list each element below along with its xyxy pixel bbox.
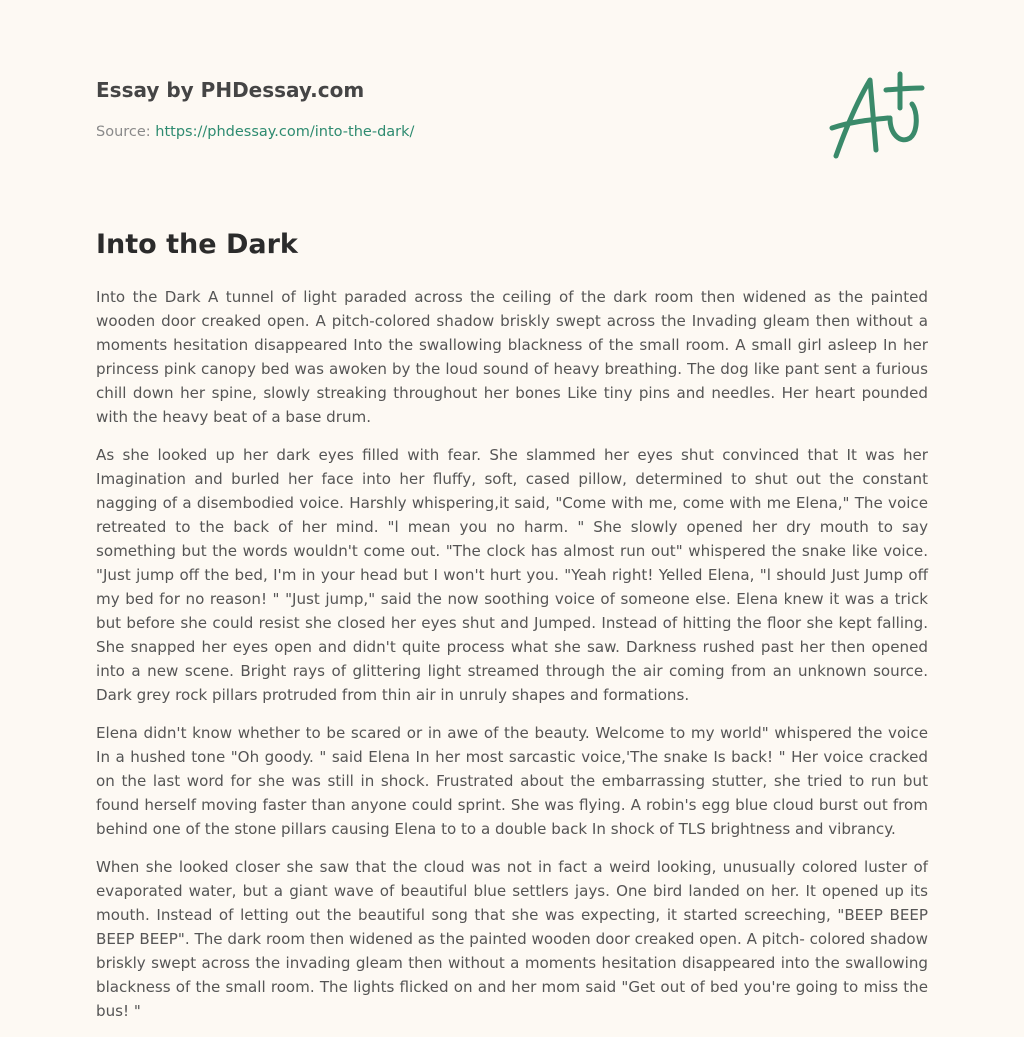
essay-paragraph: Elena didn't know whether to be scared or in awe of the beauty. Welcome to my world" whispered the voice In a hushed tone "Oh goody. " said Elena In her most sarcastic voice,'The snake Is back! " Her voice cracked on the last word for she was still in shock. Frustrated about the embarrassing stutter, she tried to run but found herself moving faster than anyone could sprint. She was flying. A robin's egg blue cloud burst out from behind one of the stone pillars causing Elena to to a double back In shock of TLS brightness and vibrancy. (96, 724, 928, 838)
a-plus-logo-icon (818, 68, 928, 168)
source-label: Source: (96, 124, 156, 140)
essay-body (96, 285, 928, 1037)
source-link[interactable]: https://phdessay.com/into-the-dark/ (155, 124, 415, 140)
essay-paragraph: When she looked closer she saw that the cloud was not in fact a weird looking, unusually colored luster of evaporated water, but a giant wave of beautiful blue settlers jays. One bird landed on her. It opened up its mouth. Instead of letting out the beautiful song that she was expecting, it started screeching, "BEEP BEEP BEEP BEEP". The dark room then widened as the painted wooden door creaked open. A pitch- colored shadow briskly swept across the invading gleam then without a moments hesitation disappeared into the swallowing blackness of the small room. The lights flicked on and her mom said "Get out of bed you're going to miss the bus! " (96, 858, 928, 1020)
site-brand: Essay by PHDessay.com (96, 78, 365, 102)
source-line (96, 122, 928, 142)
essay-header (96, 76, 928, 166)
essay-paragraph: Into the Dark A tunnel of light paraded across the ceiling of the dark room then widened as the painted wooden door creaked open. A pitch-colored shadow briskly swept across the Invading gleam then without a moments hesitation disappeared Into the swallowing blackness of the small room. A small girl asleep In her princess pink canopy bed was awoken by the loud sound of heavy breathing. The dog like pant sent a furious chill down her spine, slowly streaking throughout her bones Like tiny pins and needles. Her heart pounded with the heavy beat of a base drum. (96, 288, 928, 426)
essay-title: Into the Dark (96, 229, 298, 260)
essay-paragraph: As she looked up her dark eyes filled with fear. She slammed her eyes shut convinced that It was her Imagination and burled her face into her fluffy, soft, cased pillow, determined to shut out the constant nagging of a disembodied voice. Harshly whispering,it said, "Come with me, come with me Elena," The voice retreated to the back of her mind. "l mean you no harm. " She slowly opened her dry mouth to say something but the words wouldn't come out. "The clock has almost run out" whispered the snake like voice. "Just jump off the bed, I'm in your head but I won't hurt you. "Yeah right! Yelled Elena, "l should Just Jump off my bed for no reason! " "Just jump," said the now soothing voice of someone else. Elena knew it was a trick but before she could resist she closed her eyes shut and Jumped. Instead of hitting the floor she kept falling. She snapped her eyes open and didn't quite process what she saw. Darkness rushed past her then opened into a new scene. Bright rays of glittering light streamed through the air coming from an unknown source. Dark grey rock pillars protruded from thin air in unruly shapes and formations. (96, 446, 928, 704)
